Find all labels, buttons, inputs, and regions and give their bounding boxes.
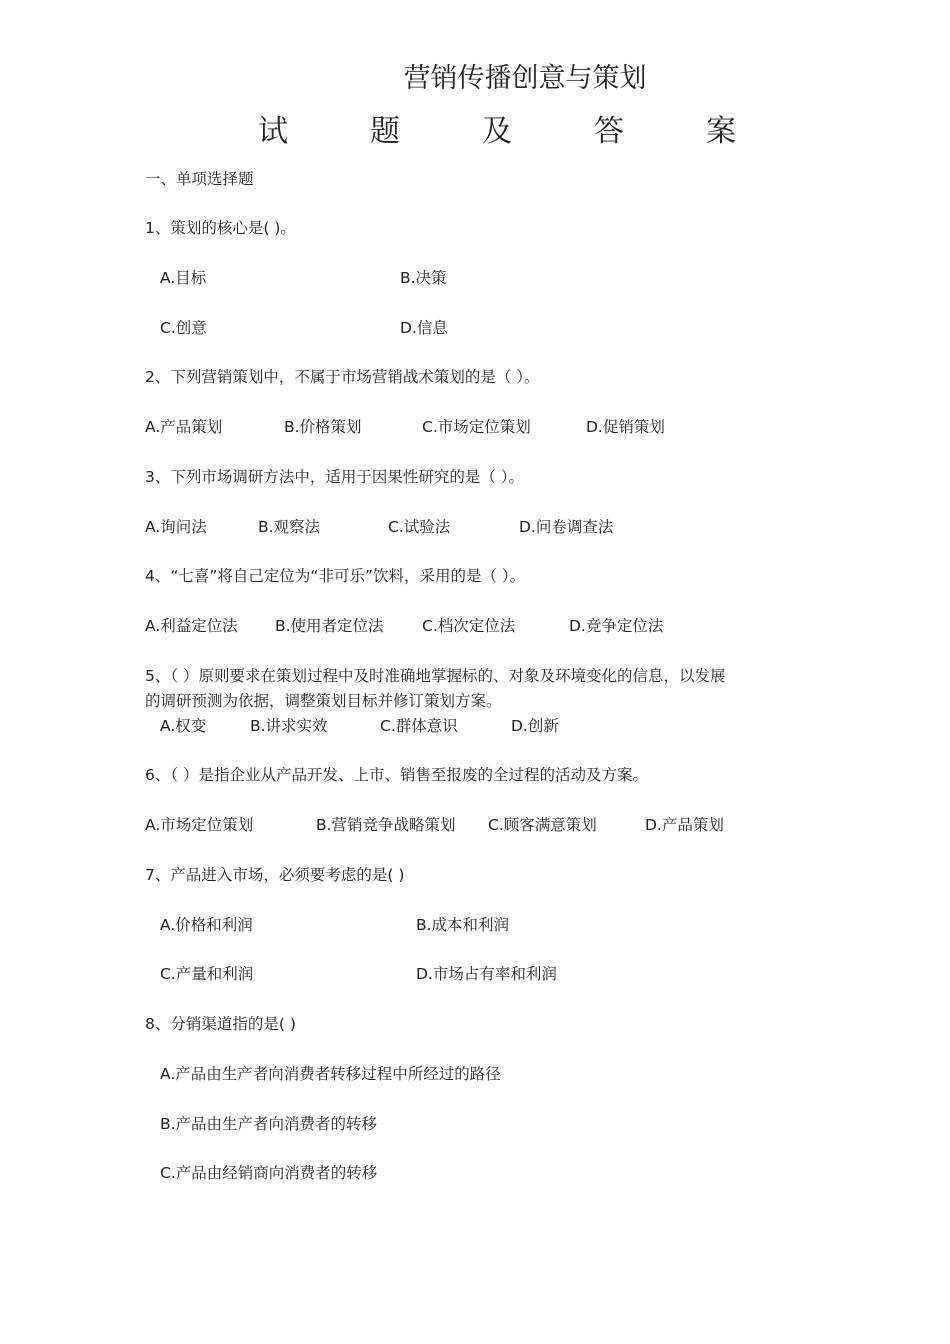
question-stem: 8、分销渠道指的是( ): [145, 1015, 296, 1033]
option: B.价格策划: [284, 418, 362, 436]
option: A.权变: [160, 717, 207, 735]
option: A.产品策划: [145, 418, 223, 436]
section-heading: 一、单项选择题: [145, 170, 254, 188]
question-stem: 7、产品进入市场，必须要考虑的是( ): [145, 866, 405, 884]
option: B.营销竞争战略策划: [316, 816, 456, 834]
question-stem-continued: 的调研预测为依据，调整策划目标并修订策划方案。: [145, 692, 502, 710]
option: B.使用者定位法: [275, 617, 384, 635]
question-stem: 2、下列营销策划中，不属于市场营销战术策划的是（ ）。: [145, 368, 540, 386]
question-stem: 4、“七喜”将自己定位为“非可乐”饮料，采用的是（ ）。: [145, 567, 526, 585]
option: D.促销策划: [586, 418, 665, 436]
option: A.询问法: [145, 518, 207, 536]
option: C.产品由经销商向消费者的转移: [160, 1164, 378, 1182]
option: D.竞争定位法: [569, 617, 664, 635]
subtitle-char: 试: [258, 114, 288, 149]
option: B.观察法: [258, 518, 321, 536]
question-stem: 5、（ ）原则要求在策划过程中及时准确地掌握标的、对象及环境变化的信息，以发展: [145, 667, 726, 685]
subtitle-char: 题: [370, 114, 400, 149]
option: C.市场定位策划: [422, 418, 531, 436]
question-stem: 3、下列市场调研方法中，适用于因果性研究的是（ ）。: [145, 468, 525, 486]
option: D.创新: [511, 717, 559, 735]
option: A.目标: [160, 269, 207, 287]
option: C.群体意识: [380, 717, 458, 735]
question-stem: 1、策划的核心是( )。: [145, 219, 296, 237]
option: C.档次定位法: [422, 617, 516, 635]
option: B.讲求实效: [250, 717, 328, 735]
subtitle-char: 案: [706, 114, 736, 149]
option: C.试验法: [388, 518, 451, 536]
option: C.产量和利润: [160, 965, 254, 983]
option: D.市场占有率和利润: [416, 965, 557, 983]
option: A.市场定位策划: [145, 816, 254, 834]
option: D.产品策划: [645, 816, 724, 834]
option: A.产品由生产者向消费者转移过程中所经过的路径: [160, 1065, 501, 1083]
option: C.创意: [160, 319, 207, 337]
document-title: 营销传播创意与策划: [403, 63, 647, 94]
option: B.产品由生产者向消费者的转移: [160, 1115, 378, 1133]
question-stem: 6、（ ）是指企业从产品开发、上市、销售至报废的全过程的活动及方案。: [145, 766, 649, 784]
subtitle-char: 答: [594, 114, 624, 149]
option: A.利益定位法: [145, 617, 238, 635]
document-subtitle: [0, 106, 950, 149]
option: C.顾客满意策划: [488, 816, 597, 834]
option: B.成本和利润: [416, 916, 510, 934]
option: B.决策: [400, 269, 447, 287]
subtitle-char: 及: [482, 114, 512, 149]
option: D.信息: [400, 319, 448, 337]
option: D.问卷调查法: [519, 518, 614, 536]
option: A.价格和利润: [160, 916, 253, 934]
